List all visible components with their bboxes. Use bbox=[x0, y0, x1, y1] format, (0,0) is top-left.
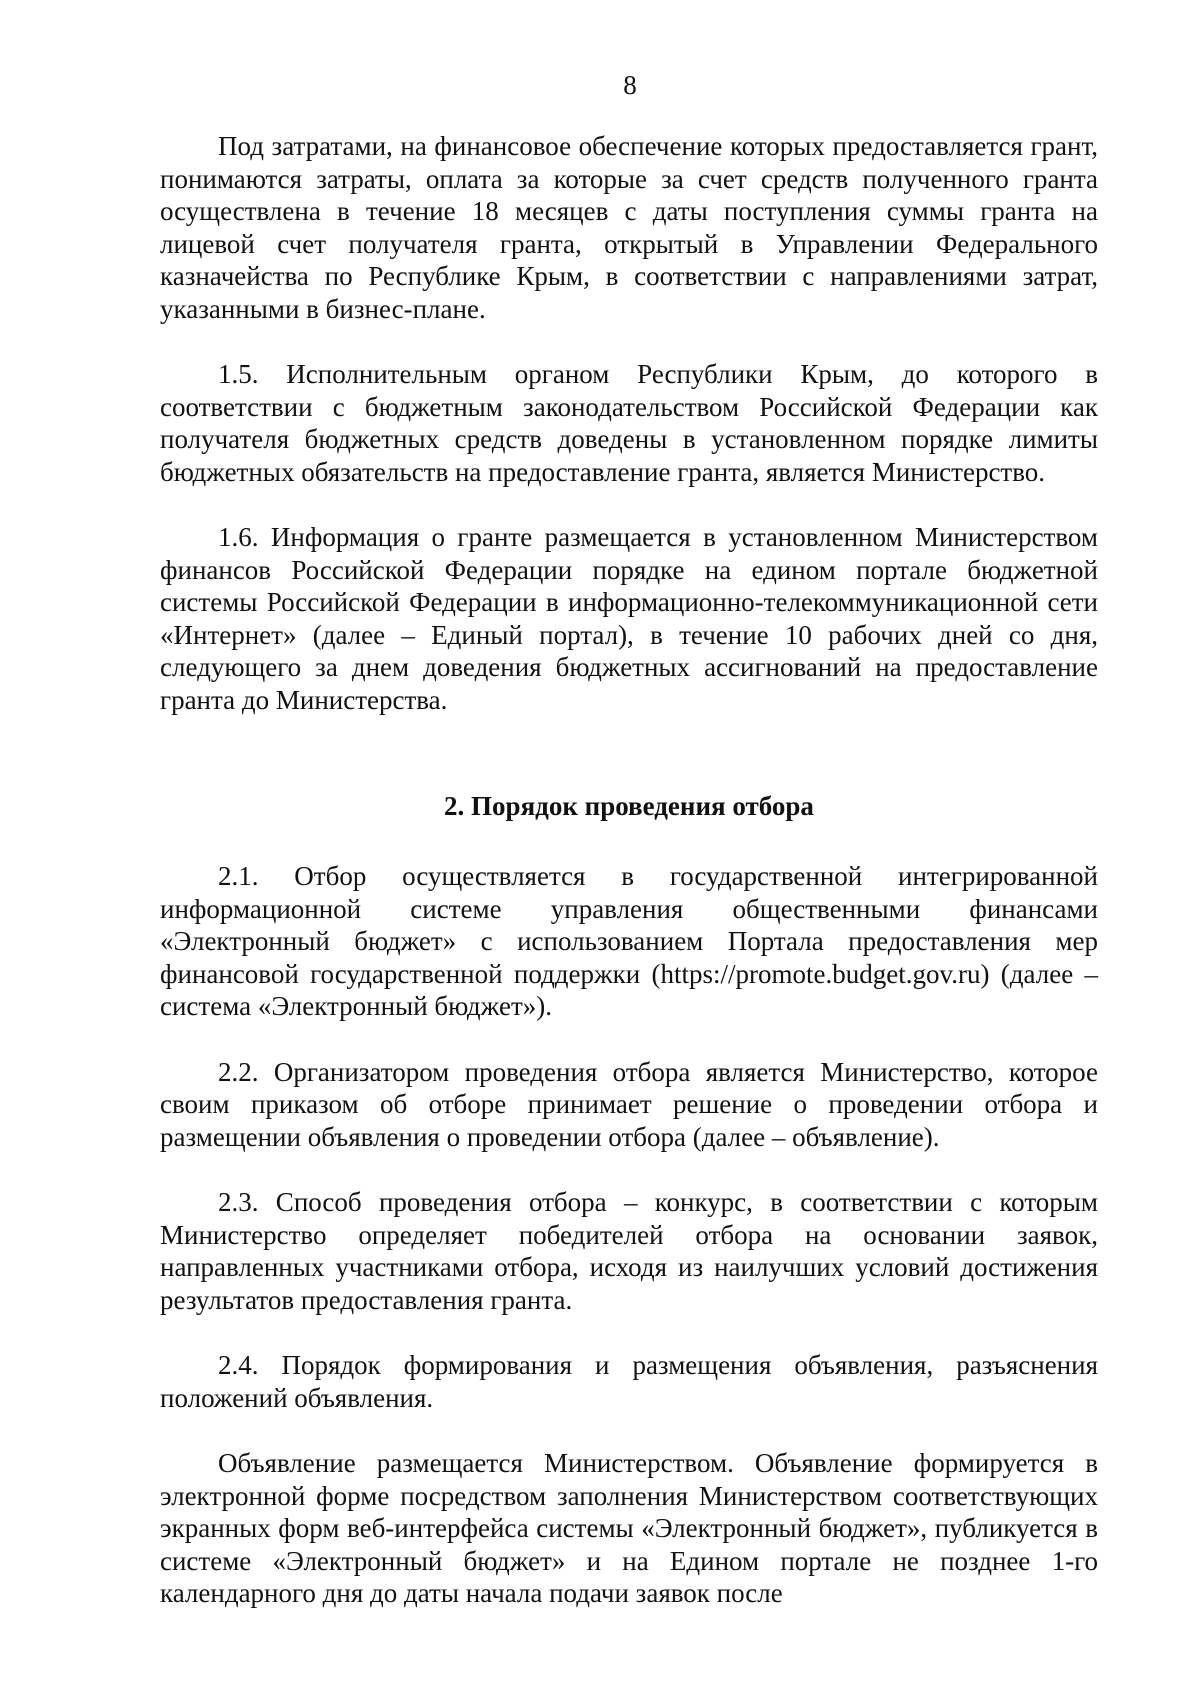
paragraph-expenses: Под затратами, на финансовое обеспечение которых предоставляется грант, понимаются затраты, оплата за которые за счет средств полученного гранта осуществлена в течение 18 месяцев с даты поступления суммы гранта на лицевой счет получателя гранта, открытый в Управлении Федерального казначейства по Республике Крым, в соответствии с направлениями затрат, указанными в бизнес-плане. bbox=[160, 131, 1098, 324]
paragraph-1-6: 1.6. Информация о гранте размещается в установленном Министерством финансов Российской Федерации порядке на едином портале бюджетной системы Российской Федерации в информационно-телекоммуникационной сети «Интернет» (далее – Единый портал), в течение 10 рабочих дней со дня, следующего за днем доведения бюджетных ассигнований на предоставление гранта до Министерства. bbox=[160, 522, 1098, 715]
section-heading: 2. Порядок проведения отбора bbox=[444, 791, 814, 821]
paragraph-2-1: 2.1. Отбор осуществляется в государственной интегрированной информационной системе управления общественными финансами «Электронный бюджет» с использованием Портала предоставления мер финансовой государственной поддержки (https://promote.budget.gov.ru) (далее – система «Электронный бюджет»). bbox=[160, 861, 1098, 1021]
paragraph-2-4: 2.4. Порядок формирования и размещения объявления, разъяснения положений объявления. bbox=[160, 1350, 1098, 1413]
page-number: 8 bbox=[623, 70, 637, 100]
paragraph-2-3: 2.3. Способ проведения отбора – конкурс, в соответствии с которым Министерство определяет победителей отбора на основании заявок, направленных участниками отбора, исходя из наилучших условий достижения результатов предоставления гранта. bbox=[160, 1187, 1098, 1315]
document-body bbox=[160, 130, 1098, 1610]
paragraph-2-2: 2.2. Организатором проведения отбора является Министерство, которое своим приказом об отборе принимает решение о проведении отбора и размещении объявления о проведении отбора (далее – объявление). bbox=[160, 1056, 1098, 1152]
paragraph-1-5: 1.5. Исполнительным органом Республики Крым, до которого в соответствии с бюджетным законодательством Российской Федерации как получателя бюджетных средств доведены в установленном порядке лимиты бюджетных обязательств на предоставление гранта, является Министерство. bbox=[160, 359, 1098, 487]
paragraph-announcement: Объявление размещается Министерством. Объявление формируется в электронной форме посредством заполнения Министерством соответствующих экранных форм веб-интерфейса системы «Электронный бюджет», публикуется в системе «Электронный бюджет» и на Едином портале не позднее 1-го календарного дня до даты начала подачи заявок после bbox=[160, 1448, 1098, 1608]
